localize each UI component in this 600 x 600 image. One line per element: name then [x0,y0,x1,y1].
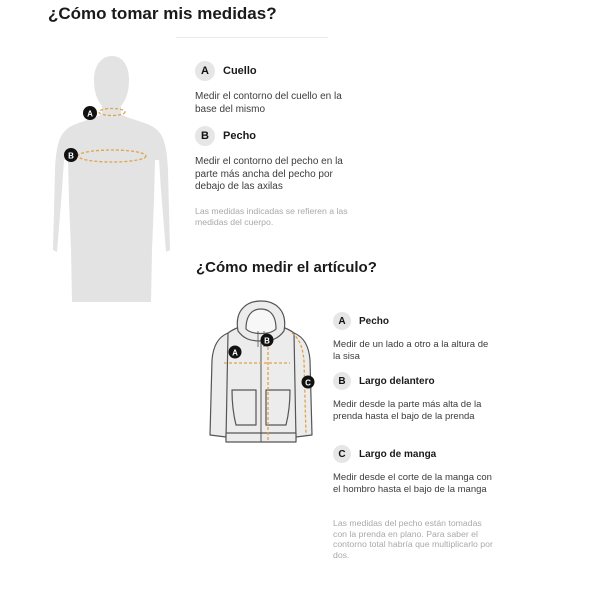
item-description: Medir el contorno del pecho en la parte más ancha del pecho por debajo de las axilas [195,156,343,192]
marker-b-label: B [264,336,270,346]
body-silhouette-figure [50,50,175,305]
garment-note: Las medidas del pecho están tomadas con la prenda en plano. Para saber el contorno total habría que multiplicarlo por dos. [333,518,493,560]
badge-b: B [333,372,351,390]
body-item-chest [195,126,365,194]
body-item-neck [195,61,365,116]
item-description: Medir desde la parte más alta de la prenda hasta el bajo de la prenda [333,399,482,422]
garment-item-sleeve-length [333,445,498,495]
item-label: Pecho [359,315,390,327]
badge-c: C [333,445,351,463]
divider [176,37,328,38]
body-note: Las medidas indicadas se refieren a las medidas del cuerpo. [195,206,348,227]
marker-c-label: C [305,378,311,388]
hood-inner [246,309,276,334]
marker-a-label: A [232,348,238,358]
left-pocket [232,390,256,425]
item-description: Medir desde el corte de la manga con el hombro hasta el bajo de la manga [333,472,492,495]
hoodie-figure [196,295,326,455]
item-label: Pecho [223,130,257,142]
garment-item-chest [333,312,498,362]
body-silhouette [53,56,170,302]
badge-a: A [333,312,351,330]
item-label: Cuello [223,65,257,77]
right-pocket [266,390,290,425]
item-label: Largo delantero [359,375,435,387]
item-description: Medir de un lado a otro a la altura de la sisa [333,339,489,362]
badge-b: B [195,126,215,146]
garment-item-front-length [333,372,498,422]
section-title: ¿Cómo medir el artículo? [196,259,377,276]
marker-a-label: A [87,109,93,119]
badge-a: A [195,61,215,81]
item-description: Medir el contorno del cuello en la base del mismo [195,91,342,115]
item-label: Largo de manga [359,448,437,460]
page-title: ¿Cómo tomar mis medidas? [48,4,277,23]
marker-b-label: B [68,151,74,161]
